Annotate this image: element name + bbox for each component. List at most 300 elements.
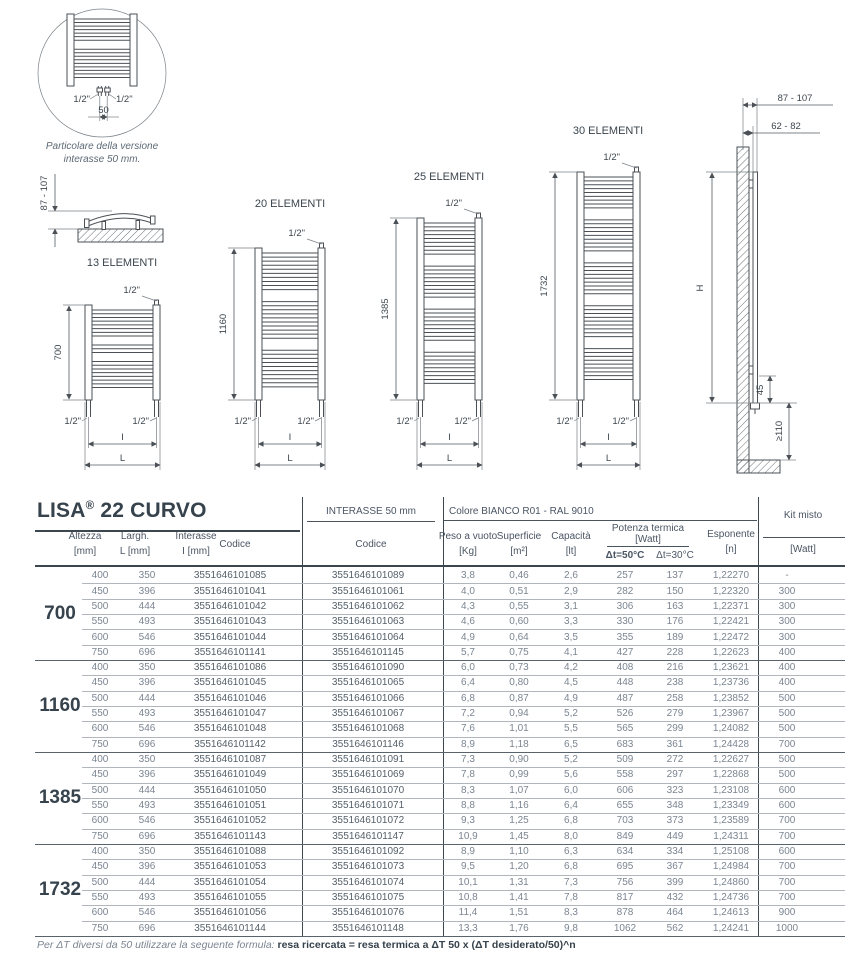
col-header-kit-unit: [Watt] [790,544,816,555]
table-cell: 500 [91,876,109,888]
table-cell: 600 [91,815,109,827]
col-header-dt50: Δt=50°C [605,550,645,561]
table-cell: 4,6 [461,616,475,628]
table-cell: 696 [138,830,156,842]
table-cell: 696 [138,922,156,934]
interasse-dim-label: I [121,432,124,443]
table-cell: 444 [138,692,156,704]
table-row [82,583,845,599]
table-cell: 3551646101050 [193,784,267,796]
half-inch-label: 1/2" [396,416,413,427]
table-cell: 3551646101146 [332,738,404,750]
table-cell: 432 [666,892,684,904]
table-cell: 3551646101087 [193,754,267,766]
table-cell: 396 [138,861,156,873]
table-cell: 5,2 [564,754,578,766]
table-row [82,675,845,691]
table-cell: 3551646101053 [193,861,267,873]
table-cell: 228 [666,646,684,658]
table-cell: 1,41 [509,892,529,904]
table-cell: 696 [138,738,156,750]
divider [443,520,757,521]
col-header-codice: Codice [219,539,251,550]
height-group-label: 1732 [38,878,82,900]
table-cell: 3551646101042 [193,600,267,612]
table-cell: 1,24984 [712,861,750,873]
table-cell: 0,80 [509,677,529,689]
table-cell: 634 [616,846,634,858]
table-cell: 10,1 [458,876,478,888]
table-cell: 756 [616,876,634,888]
table-cell: 500 [778,754,796,766]
table-cell: 493 [138,708,156,720]
col-header-esponente: Esponente [707,529,755,540]
table-cell: 427 [616,646,634,658]
table-row [82,767,845,783]
table-cell: 600 [778,846,796,858]
table-row [82,829,845,844]
table-cell: 1,24428 [712,738,750,750]
collector-left [577,172,584,400]
formula-text: resa ricercata = resa termica a ΔT 50 x (ΔT desiderato/50)^n [277,939,576,951]
table-cell: 3551646101044 [193,631,267,643]
table-cell: 3551646101086 [193,662,267,674]
table-cell: 3551646101148 [332,922,404,934]
col-header-superficie-unit: [m²] [510,546,528,557]
table-cell: 1,45 [509,830,529,842]
table-row [82,813,845,829]
divider [35,565,845,567]
table-row [82,921,845,936]
table-cell: 8,3 [564,907,578,919]
table-cell: 0,51 [509,585,529,597]
table-cell: 1,23589 [712,815,750,827]
collector-left [67,14,74,86]
table-cell: 1,24241 [712,922,750,934]
table-cell: 817 [616,892,634,904]
table-cell: 546 [138,907,156,919]
table-cell: 11,4 [458,907,478,919]
collector-right [318,248,325,400]
table-cell: 3551646101043 [193,616,267,628]
table-cell: 9,3 [461,815,475,827]
table-cell: 493 [138,892,156,904]
element-count-label: 25 ELEMENTI [413,171,485,183]
table-cell: 306 [616,600,634,612]
table-cell: 1,51 [509,907,529,919]
table-cell: 696 [138,646,156,658]
col-header-esponente-unit: [n] [725,544,737,555]
radiator-20-elementi [218,198,325,470]
table-cell: 606 [616,784,634,796]
table-cell: 450 [91,585,109,597]
col-header-superficie: Superficie [496,531,542,542]
table-cell: 3551646101088 [193,846,267,858]
table-cell: 1,10 [509,846,529,858]
table-cell: 3551646101049 [193,769,267,781]
table-cell: 8,9 [461,846,475,858]
table-cell: 0,90 [509,754,529,766]
table-cell: 10,8 [458,892,478,904]
table-cell: 5,7 [461,646,475,658]
table-cell: 1,22472 [712,631,750,643]
table-cell: 7,2 [461,708,475,720]
table-cell: 1,24082 [712,723,750,735]
larghezza-dim-label: L [446,453,453,464]
table-cell: 5,2 [564,708,578,720]
table-row [82,798,845,814]
table-cell: 1,22421 [712,616,750,628]
table-row [82,859,845,875]
table-cell: 750 [91,830,109,842]
table-cell: 3,5 [564,631,578,643]
table-cell: 400 [778,677,796,689]
table-cell: 4,9 [461,631,475,643]
table-cell: 3551646101056 [193,907,267,919]
table-cell: 6,5 [564,738,578,750]
table-cell: 3551646101051 [193,800,267,812]
table-cell: 3551646101145 [332,646,404,658]
floor-clearance-dim: ≥110 [774,420,785,442]
col-header-kit-misto: Kit misto [783,510,823,521]
table-cell: 396 [138,585,156,597]
divider [307,521,435,522]
collector-left [255,248,262,400]
table-cell: 1,24311 [713,830,749,842]
table-cell: 3551646101054 [193,876,267,888]
table-cell: 0,94 [509,708,529,720]
table-cell: 0,64 [509,631,529,643]
table-cell: 3,1 [564,600,578,612]
table-cell: 550 [91,616,109,628]
pipe-distance-dim: 62 - 82 [771,121,801,132]
data-table [35,568,845,936]
table-row [82,844,845,860]
col-header-altezza-unit: [mm] [73,546,97,557]
table-cell: 348 [666,800,684,812]
element-count-label: 13 ELEMENTI [86,257,158,269]
table-row [82,737,845,752]
table-cell: 2,6 [564,570,578,582]
table-cell: 464 [666,907,684,919]
table-cell: 399 [666,876,684,888]
table-cell: 3551646101142 [194,738,266,750]
detail-circle-drawing [38,9,166,165]
table-cell: 546 [138,723,156,735]
table-cell: 6,8 [564,861,578,873]
table-cell: 1,76 [509,922,529,934]
table-cell: 7,3 [461,754,475,766]
table-cell: 6,4 [461,677,475,689]
table-row [82,721,845,737]
table-cell: 257 [616,570,634,582]
radiator-25-elementi [380,171,484,470]
collector-right [130,14,137,86]
table-cell: 750 [91,646,109,658]
table-cell: 1,22371 [712,600,750,612]
detail-caption: Particolare della versione [45,141,159,152]
col-header-interasse: Interasse [175,531,217,542]
table-cell: 361 [666,738,684,750]
table-cell: 0,87 [509,692,529,704]
table-cell: 350 [138,754,156,766]
larghezza-dim-label: L [287,453,293,464]
height-dim-label: 1385 [380,298,391,320]
table-cell: 3551646101090 [331,662,405,674]
table-cell: 8,3 [461,784,475,796]
table-cell: 1,24860 [712,876,750,888]
table-cell: 550 [91,800,109,812]
table-cell: 3551646101141 [194,646,266,658]
table-cell: 3551646101047 [193,708,267,720]
table-cell: 396 [138,677,156,689]
table-cell: 500 [778,692,796,704]
half-inch-label: 1/2" [73,94,90,105]
col-header-altezza: Altezza [68,531,102,542]
half-inch-label: 1/2" [445,198,462,209]
table-cell: 4,0 [461,585,475,597]
larghezza-dim-label: L [605,453,612,464]
table-cell: 6,0 [564,784,578,796]
table-cell: 0,46 [509,570,529,582]
table-cell: 700 [778,892,796,904]
table-cell: 500 [91,784,109,796]
table-row [82,875,845,891]
table-row [82,614,845,630]
table-cell: 3551646101065 [331,677,405,689]
table-cell: 10,9 [458,830,478,842]
table-cell: 9,8 [564,922,578,934]
table-cell: 334 [666,846,684,858]
table-row [82,706,845,722]
table-cell: 1,22623 [712,646,750,658]
table-cell: 4,3 [461,600,475,612]
table-cell: 5,5 [564,723,578,735]
table-cell: 367 [666,861,684,873]
table-cell: 600 [778,784,796,796]
table-cell: 8,9 [461,738,475,750]
table-row [82,890,845,906]
interasse-dim-label: I [607,432,610,443]
table-cell: 3551646101091 [331,754,405,766]
table-cell: 1,23349 [712,800,750,812]
table-row [82,691,845,707]
half-inch-label: 1/2" [123,285,140,296]
formula-note-intro: Per ΔT diversi da 50 utilizzare la seguente formula: [37,939,278,951]
table-cell: 3551646101147 [332,830,404,842]
table-cell: 238 [666,677,684,689]
table-cell: 282 [616,585,634,597]
table-cell: 216 [666,662,684,674]
table-cell: 300 [778,631,796,643]
table-cell: 3551646101041 [193,585,267,597]
wall-distance-top-view [39,174,163,247]
table-cell: 3551646101063 [331,616,405,628]
table-cell: 396 [138,769,156,781]
table-cell: 493 [138,800,156,812]
half-inch-label: 1/2" [603,152,620,163]
col-header-larghezza-unit: L [mm] [119,546,151,557]
table-cell: 176 [666,616,684,628]
table-cell: 3551646101070 [331,784,405,796]
height-dim-label: 700 [53,344,64,361]
table-cell: 4,2 [564,662,578,674]
table-row [82,752,845,768]
table-cell: 400 [91,754,109,766]
formula-note [37,939,576,951]
table-cell: 3551646101048 [193,723,267,735]
table-cell: 0,99 [509,769,529,781]
height-group-label: 1385 [38,786,82,808]
table-cell: 189 [666,631,684,643]
half-inch-label: 1/2" [116,94,133,105]
table-cell: 500 [778,769,796,781]
table-cell: 150 [666,585,684,597]
table-row [82,905,845,921]
table-cell: 373 [666,815,684,827]
table-cell: 3551646101075 [331,892,405,904]
collector-left [85,305,92,400]
table-cell: 3551646101064 [331,631,405,643]
table-cell: 700 [778,815,796,827]
table-row [82,599,845,615]
table-cell: 6,8 [564,815,578,827]
table-cell: 695 [616,861,634,873]
table-cell: 600 [778,800,796,812]
table-cell: 1,31 [509,876,529,888]
table-cell: 444 [138,784,156,796]
table-cell: 683 [616,738,634,750]
table-cell: 562 [666,922,684,934]
table-cell: 1,22627 [712,754,750,766]
table-cell: 408 [616,662,634,674]
table-row [82,629,845,645]
collector-right [633,172,640,400]
table-cell: 3551646101071 [331,800,405,812]
table-cell: 9,5 [461,861,475,873]
col-header-codice-50: Codice [355,539,387,550]
table-cell: 500 [778,708,796,720]
table-cell: 4,5 [564,677,578,689]
table-cell: 7,3 [564,876,578,888]
table-cell: 1,23621 [712,662,750,674]
table-cell: 350 [138,662,156,674]
table-cell: 3551646101055 [193,892,267,904]
table-cell: 6,0 [461,662,475,674]
table-cell: 1,23852 [712,692,750,704]
table-row [82,660,845,676]
interasse-dim-label: I [448,432,451,443]
table-cell: 3,8 [461,570,475,582]
table-cell: 279 [666,708,684,720]
table-cell: 565 [616,723,634,735]
table-cell: 3551646101089 [331,570,405,582]
table-cell: 350 [138,846,156,858]
table-cell: 558 [616,769,634,781]
half-inch-label: 1/2" [556,416,573,427]
col-header-interasse-unit: I [mm] [182,546,210,557]
table-cell: 1000 [775,922,799,934]
half-inch-label: 1/2" [297,416,314,427]
table-cell: 7,6 [461,723,475,735]
table-row [82,783,845,799]
half-inch-label: 1/2" [454,416,471,427]
table-cell: 0,60 [509,616,529,628]
table-cell: 272 [666,754,684,766]
col-header-larghezza: Largh. [120,531,150,542]
table-cell: 2,9 [564,585,578,597]
height-dim-label: 1160 [218,313,229,335]
table-cell: 3551646101144 [194,922,266,934]
table-cell: 299 [666,723,684,735]
bottom-offset-dim: 45 [755,384,766,396]
table-cell: 258 [666,692,684,704]
table-cell: 400 [778,646,796,658]
height-dim-label: 1732 [539,275,550,297]
table-cell: 700 [778,876,796,888]
group-separator [35,936,845,937]
table-cell: 1062 [613,922,637,934]
product-title: LISA® 22 CURVO [37,499,207,522]
table-cell: 450 [91,677,109,689]
interasse-dim-label: I [288,432,292,443]
table-cell: 750 [91,738,109,750]
col-header-peso-unit: [Kg] [459,546,477,557]
table-cell: 1,25108 [712,846,750,858]
table-cell: 7,8 [461,769,475,781]
table-cell: 6,8 [461,692,475,704]
half-inch-label: 1/2" [234,416,251,427]
table-cell: 700 [778,830,796,842]
wall-distance-dim: 87 - 107 [39,175,50,211]
table-cell: 546 [138,631,156,643]
table-cell: 3551646101073 [331,861,405,873]
table-cell: 1,23967 [712,708,750,720]
table-cell: 450 [91,861,109,873]
table-cell: 0,73 [509,662,529,674]
table-cell: 3551646101062 [331,600,405,612]
col-header-capacita-unit: [lt] [565,546,577,557]
table-cell: 526 [616,708,634,720]
table-cell: 449 [666,830,684,842]
radiator-13-elementi [53,257,160,470]
table-cell: 1,23108 [712,784,750,796]
table-cell: 8,8 [461,800,475,812]
height-dim-label: H [695,284,706,292]
table-cell: 600 [91,907,109,919]
table-cell: 3551646101092 [331,846,405,858]
wall-distance-dim: 87 - 107 [777,93,813,104]
table-cell: 500 [778,723,796,735]
table-cell: 1,24736 [712,892,750,904]
half-inch-label: 1/2" [64,416,81,427]
table-cell: 3551646101143 [194,830,266,842]
table-cell: 1,24613 [712,907,750,919]
table-cell: 163 [666,600,684,612]
table-cell: 444 [138,600,156,612]
table-cell: 3551646101052 [193,815,267,827]
table-row [82,568,845,584]
table-cell: 500 [91,692,109,704]
half-inch-label: 1/2" [288,228,305,239]
table-cell: 1,23736 [712,677,750,689]
table-cell: 330 [616,616,634,628]
table-cell: 5,6 [564,769,578,781]
table-cell: 7,8 [564,892,578,904]
collector-right [475,218,482,400]
installation-side-view [695,93,833,473]
col-header-potenza-unit: [Watt] [635,534,661,545]
